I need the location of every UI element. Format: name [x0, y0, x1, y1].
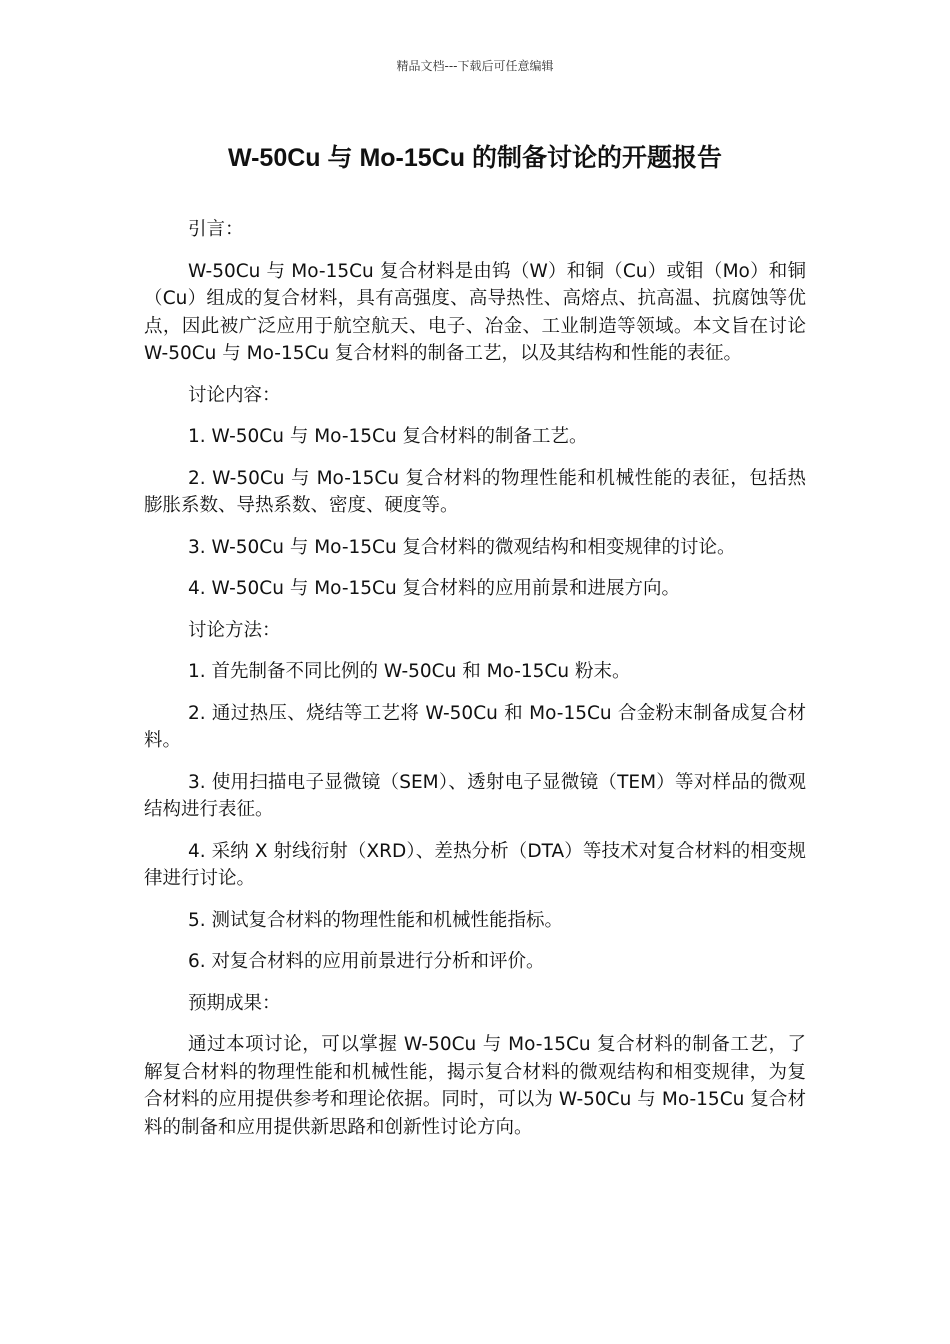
document-title: W-50Cu 与 Mo-15Cu 的制备讨论的开题报告 [228, 144, 722, 172]
method-item: 1. 首先制备不同比例的 W-50Cu 和 Mo-15Cu 粉末。 [188, 661, 631, 682]
outcomes-paragraph: 通过本项讨论，可以掌握 W-50Cu 与 Mo-15Cu 复合材料的制备工艺，了解复合材料的物理性能和机械性能，揭示复合材料的微观结构和相变规律，为复合材料的应用提供参考和理论依据。同时，可以为 W-50Cu 与 Mo-15Cu 复合材料的制备和应用提供新思路和创新性讨论方向。 [144, 1034, 806, 1138]
method-item: 2. 通过热压、烧结等工艺将 W-50Cu 和 Mo-15Cu 合金粉末制备成复合材料。 [144, 702, 806, 751]
content-item: 4. W-50Cu 与 Mo-15Cu 复合材料的应用前景和进展方向。 [188, 578, 681, 599]
section-heading-content: 讨论内容： [188, 384, 281, 406]
section-heading-introduction: 引言： [188, 219, 244, 240]
method-item: 5. 测试复合材料的物理性能和机械性能指标。 [188, 909, 564, 931]
content-item: 3. W-50Cu 与 Mo-15Cu 复合材料的微观结构和相变规律的讨论。 [188, 536, 736, 558]
method-item: 6. 对复合材料的应用前景进行分析和评价。 [188, 951, 545, 972]
section-heading-methods: 讨论方法： [188, 619, 281, 641]
document-body [144, 216, 806, 1155]
content-item: 1. W-50Cu 与 Mo-15Cu 复合材料的制备工艺。 [188, 426, 588, 447]
method-item: 4. 采纳 X 射线衍射（XRD）、差热分析（DTA）等技术对复合材料的相变规律进行讨论。 [144, 840, 806, 889]
section-heading-outcomes: 预期成果： [188, 992, 281, 1014]
introduction-paragraph: W-50Cu 与 Mo-15Cu 复合材料是由钨（W）和铜（Cu）或钼（Mo）和铜（Cu）组成的复合材料，具有高强度、高导热性、高熔点、抗高温、抗腐蚀等优点，因此被广泛应用于航空航天、电子、冶金、工业制造等领域。本文旨在讨论 W-50Cu 与 Mo-15Cu 复合材料的制备工艺，以及其结构和性能的表征。 [144, 260, 806, 364]
method-item: 3. 使用扫描电子显微镜（SEM）、透射电子显微镜（TEM）等对样品的微观结构进行表征。 [144, 771, 806, 820]
content-item: 2. W-50Cu 与 Mo-15Cu 复合材料的物理性能和机械性能的表征，包括热膨胀系数、导热系数、密度、硬度等。 [144, 467, 806, 516]
page-header-note: 精品文档---下载后可任意编辑 [396, 59, 554, 73]
